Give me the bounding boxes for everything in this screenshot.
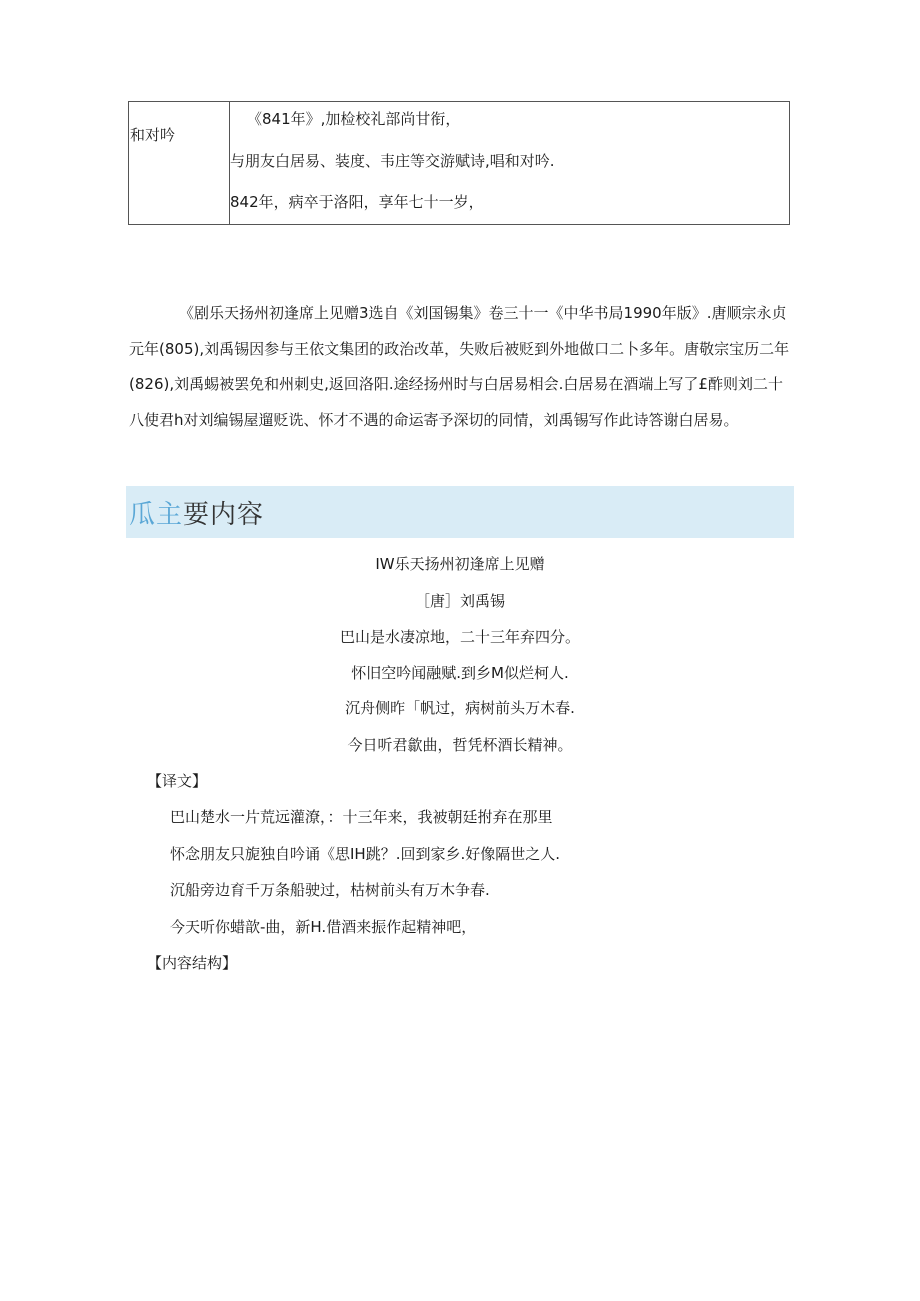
poem-line-3: 沉舟侧昨「帆过，病树前头万木春. bbox=[345, 699, 575, 717]
translation-heading: 【译文】 bbox=[147, 772, 208, 790]
translation-line-2: 怀念朋友只旎独自吟诵《思IH跳？.回到家乡.好像隔世之人. bbox=[170, 845, 561, 863]
poem-line-1: 巴山是水凄凉地，二十三年弃四分。 bbox=[339, 628, 580, 646]
table-left-cell: 和对吟 bbox=[130, 126, 176, 144]
poem-title: IW乐天扬州初逢席上见赠 bbox=[375, 555, 545, 573]
section-banner bbox=[126, 486, 794, 538]
section-title-part1: 瓜主 bbox=[129, 500, 184, 530]
table-line-2: 与朋友白居易、装度、韦庄等交游赋诗,唱和对吟. bbox=[230, 152, 555, 170]
structure-heading: 【内容结构】 bbox=[147, 954, 238, 972]
translation-line-1: 巴山楚水一片荒远灌潦，：十三年来，我被朝廷拊弃在那里 bbox=[170, 808, 553, 826]
translation-line-3: 沉船旁边育千万条船驶过，枯树前头有万木争春. bbox=[170, 881, 490, 899]
table-line-1: 《841年》,加检校礼部尚甘衔， bbox=[247, 110, 461, 128]
table-line-3: 842年，病卒于洛阳，享年七十一岁， bbox=[230, 193, 484, 211]
poem-line-2: 怀旧空吟闻融赋.到乡M似烂柯人. bbox=[351, 664, 569, 682]
section-title-part2: 要内容 bbox=[183, 500, 265, 530]
poem-line-4: 今日听君歙曲，哲凭杯酒长精神。 bbox=[347, 736, 573, 754]
translation-line-4: 今天听你蜡歆-曲，新H.借酒来振作起精神吧， bbox=[170, 918, 477, 936]
poem-author: ［唐］刘禹锡 bbox=[414, 592, 505, 610]
section-title bbox=[129, 494, 264, 531]
intro-paragraph: 《剧乐天扬州初逢席上见赠3选自《刘国锡集》卷三十一《中华书局1990年版》.唐顺宗永贞元年(805),刘禹锡因参与王依文集团的政治改革，失败后被贬到外地做口二卜多年。唐敬宗宝历二年(826),刘禹蜴被罢免和州刺史,返回洛阳.途经扬州时与白居易相会.白居易在酒端上写了£酢则刘二十八使君h对刘编锡屋遛贬诜、怀才不遇的命运寄予深切的同情，刘禹锡写作此诗答谢白居易。 bbox=[129, 304, 790, 429]
info-table bbox=[128, 101, 790, 225]
